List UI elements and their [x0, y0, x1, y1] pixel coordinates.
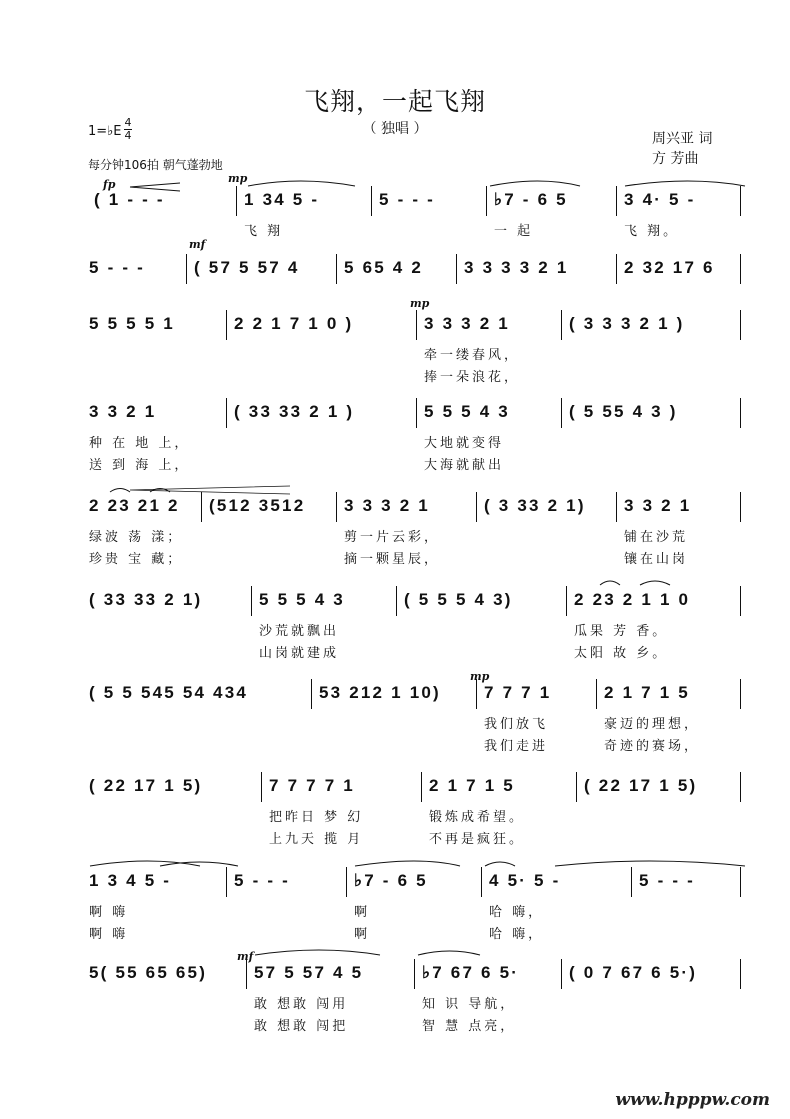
- measure-notes: ( 33 33 2 1): [89, 590, 203, 609]
- lyric-line: 上九天 揽 月: [269, 832, 364, 847]
- lyric-line: 镶在山岗: [624, 552, 689, 567]
- lyric-line: 敢 想敢 闯把: [254, 1019, 349, 1034]
- lyric-line: 沙荒就飘出: [259, 624, 340, 639]
- lyric-line: 啊: [354, 927, 371, 942]
- song-title: 飞翔，一起飞翔: [303, 87, 486, 116]
- tempo-marking: 每分钟106拍 朝气蓬勃地: [88, 158, 223, 172]
- measure-notes: 5 - - -: [234, 871, 291, 890]
- composer-credit: 方 芳曲: [652, 151, 699, 167]
- measure-notes: 5 - - -: [639, 871, 696, 890]
- measure-notes: 5 - - -: [379, 190, 436, 209]
- measure-notes: 2 2 1 7 1 0 ): [234, 314, 354, 333]
- measure-notes: ( 33 33 2 1 ): [234, 402, 355, 421]
- measure-notes: 2 1 7 1 5: [604, 683, 690, 702]
- measure-notes: 2 1 7 1 5: [429, 776, 515, 795]
- measure-notes: 5 - - -: [89, 258, 146, 277]
- lyricist-credit: 周兴亚 词: [652, 131, 713, 147]
- lyric-line: 摘一颗星辰，: [344, 552, 441, 567]
- measure-notes: 2 23 2 1 1 0: [574, 590, 691, 609]
- crescendo-hairpin: [130, 183, 180, 191]
- lyric-line: 牵一缕春风，: [424, 348, 521, 363]
- lyric-line: 啊: [354, 905, 371, 920]
- lyric-line: 太阳 故 乡。: [574, 646, 669, 661]
- lyric-line: 把昨日 梦 幻: [269, 810, 364, 825]
- measure-notes: (512 3512: [209, 496, 306, 515]
- lyric-line: 飞 翔: [244, 224, 284, 239]
- lyric-line: 瓜果 芳 香。: [574, 624, 669, 639]
- dynamic-marking: mp: [228, 172, 248, 185]
- slur: [248, 181, 355, 186]
- measure-notes: ( 3 33 2 1): [484, 496, 586, 515]
- lyric-line: 哈 嗨，: [489, 905, 545, 920]
- measure-notes: 7 7 7 1: [484, 683, 552, 702]
- lyric-line: 种 在 地 上，: [89, 436, 191, 451]
- time-signature-bottom: 4: [124, 129, 132, 142]
- measure-notes: ( 22 17 1 5): [584, 776, 698, 795]
- measure-notes: 3 3 2 1: [624, 496, 692, 515]
- measure-notes: ( 57 5 57 4: [194, 258, 300, 277]
- slur: [490, 181, 580, 186]
- measure-notes: 5 65 4 2: [344, 258, 424, 277]
- key-signature: 1=♭E: [88, 124, 122, 139]
- lyric-line: 啊 嗨: [89, 927, 129, 942]
- lyric-line: 不再是疯狂。: [429, 832, 526, 847]
- measure-notes: 3 3 3 3 2 1: [464, 258, 569, 277]
- measure-notes: ♭7 - 6 5: [494, 190, 568, 209]
- measure-notes: 1 34 5 -: [244, 190, 320, 209]
- lyric-line: 一 起: [494, 224, 534, 239]
- lyric-line: 绿波 荡 漾；: [89, 530, 184, 545]
- lyric-line: 山岗就建成: [259, 646, 340, 661]
- lyric-line: 珍贵 宝 藏；: [89, 552, 184, 567]
- lyric-line: 智 慧 点亮，: [422, 1019, 517, 1034]
- measure-notes: 5( 55 65 65): [89, 963, 208, 982]
- dynamic-marking: fp: [103, 178, 116, 191]
- dynamic-marking: mp: [470, 670, 490, 683]
- measure-notes: ( 1 - - -: [94, 190, 165, 209]
- dynamic-marking: mp: [410, 297, 430, 310]
- measure-notes: ♭7 67 6 5·: [422, 963, 520, 982]
- lyric-line: 送 到 海 上，: [89, 458, 191, 473]
- measure-notes: ( 5 5 545 54 434: [89, 683, 249, 702]
- slur: [110, 489, 130, 493]
- time-signature-top: 4: [124, 116, 132, 129]
- measure-notes: 5 5 5 5 1: [89, 314, 175, 333]
- watermark-text: www.hpppw.com: [615, 1090, 770, 1110]
- measure-notes: 1 3 4 5 -: [89, 871, 172, 890]
- measure-notes: 2 32 17 6: [624, 258, 715, 277]
- slur: [555, 861, 745, 866]
- measure-notes: 57 5 57 4 5: [254, 963, 364, 982]
- lyric-line: 剪一片云彩，: [344, 530, 441, 545]
- slur: [640, 581, 670, 585]
- lyric-line: 铺在沙荒: [624, 530, 689, 545]
- slur: [255, 950, 380, 955]
- lyric-line: 哈 嗨，: [489, 927, 545, 942]
- lyric-line: 我们走进: [484, 739, 549, 754]
- measure-notes: ( 5 55 4 3 ): [569, 402, 678, 421]
- dynamic-marking: mf: [237, 950, 254, 963]
- lyric-line: 豪迈的理想，: [604, 717, 701, 732]
- slur: [625, 181, 745, 186]
- measure-notes: ( 5 5 5 4 3): [404, 590, 513, 609]
- lyric-line: 我们放飞: [484, 717, 549, 732]
- song-subtitle: （ 独唱 ）: [362, 121, 428, 137]
- measure-notes: 5 5 5 4 3: [424, 402, 510, 421]
- lyric-line: 飞 翔。: [624, 224, 680, 239]
- lyric-line: 啊 嗨: [89, 905, 129, 920]
- dynamic-marking: mf: [189, 238, 206, 251]
- measure-notes: 7 7 7 7 1: [269, 776, 355, 795]
- lyric-line: 捧一朵浪花，: [424, 370, 521, 385]
- measure-notes: 3 3 3 2 1: [424, 314, 510, 333]
- measure-notes: 2 23 21 2: [89, 496, 180, 515]
- measure-notes: 53 212 1 10): [319, 683, 441, 702]
- slur: [418, 951, 480, 955]
- slur: [90, 861, 200, 866]
- measure-notes: 3 4· 5 -: [624, 190, 696, 209]
- measure-notes: ( 0 7 67 6 5·): [569, 963, 698, 982]
- lyric-line: 知 识 导航，: [422, 997, 517, 1012]
- lyric-line: 大地就变得: [424, 436, 505, 451]
- slur: [485, 862, 515, 866]
- lyric-line: 奇迹的赛场，: [604, 739, 701, 754]
- measure-notes: ♭7 - 6 5: [354, 871, 428, 890]
- measure-notes: 3 3 2 1: [89, 402, 157, 421]
- lyric-line: 敢 想敢 闯用: [254, 997, 349, 1012]
- lyric-line: 大海就献出: [424, 458, 505, 473]
- measure-notes: 5 5 5 4 3: [259, 590, 345, 609]
- lyric-line: 锻炼成希望。: [429, 810, 526, 825]
- measure-notes: 4 5· 5 -: [489, 871, 561, 890]
- measure-notes: ( 3 3 3 2 1 ): [569, 314, 685, 333]
- measure-notes: 3 3 3 2 1: [344, 496, 430, 515]
- slur: [600, 581, 620, 585]
- measure-notes: ( 22 17 1 5): [89, 776, 203, 795]
- slur: [355, 861, 460, 866]
